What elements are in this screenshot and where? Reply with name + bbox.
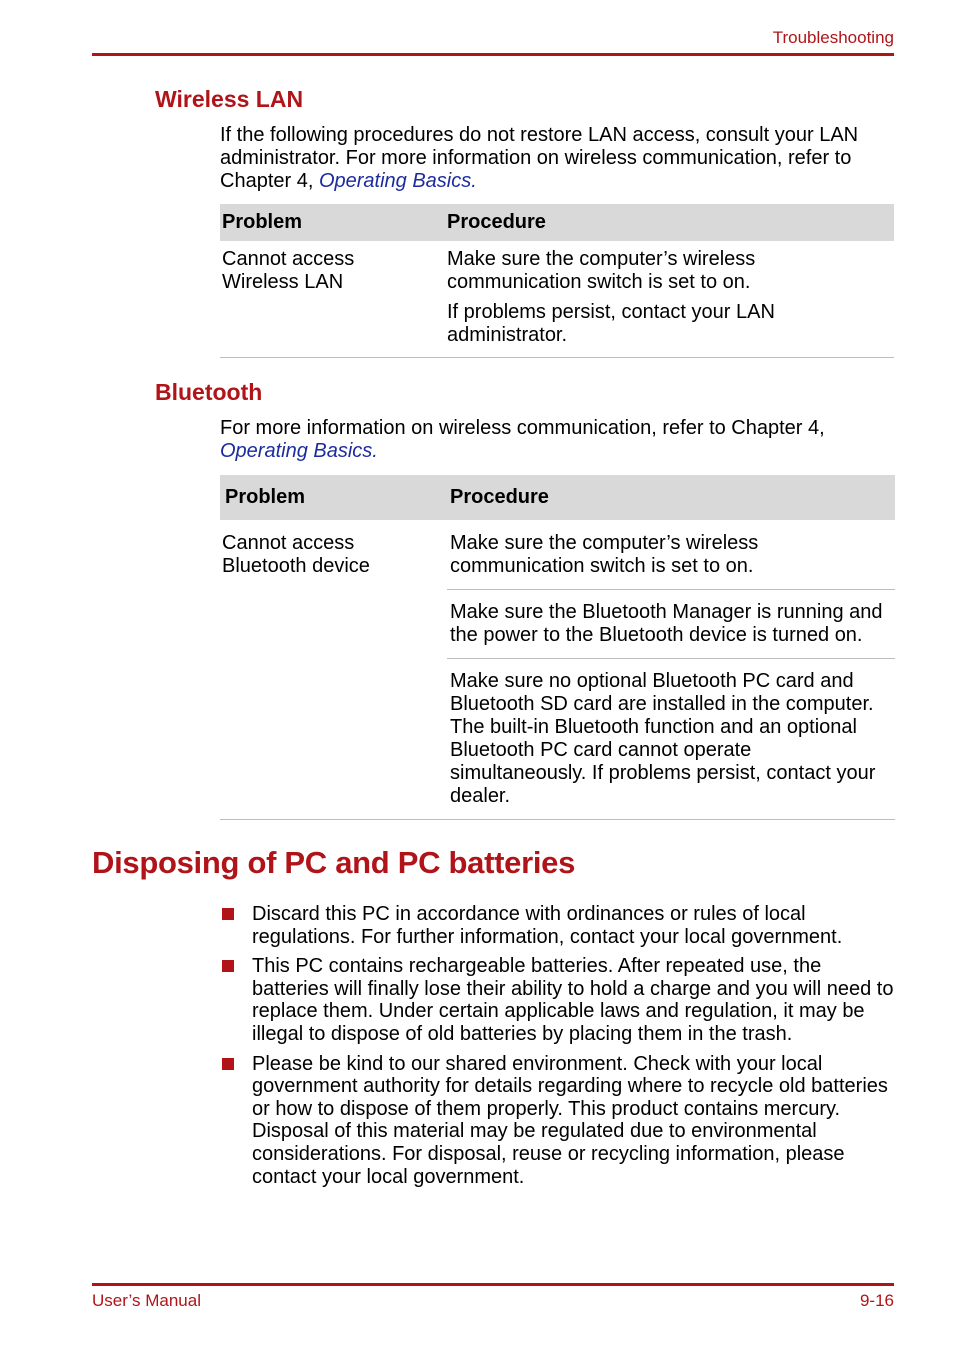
bluetooth-intro	[220, 417, 900, 463]
table-header-row	[220, 475, 895, 520]
column-header-procedure: Procedure	[444, 204, 894, 241]
column-header-procedure: Procedure	[447, 475, 895, 520]
problem-cell: Cannot access Bluetooth device	[220, 520, 447, 820]
square-bullet-icon	[222, 960, 234, 972]
procedure-step: If problems persist, contact your LAN administrator.	[447, 301, 775, 346]
header-section-title: Troubleshooting	[772, 28, 894, 47]
procedure-cell: Make sure the Bluetooth Manager is running and the power to the Bluetooth device is turned on.	[447, 590, 895, 659]
footer-rule	[92, 1283, 894, 1286]
square-bullet-icon	[222, 908, 234, 920]
bluetooth-heading: Bluetooth	[155, 379, 263, 405]
table-row	[220, 520, 895, 590]
wireless-lan-table	[220, 204, 894, 358]
square-bullet-icon	[222, 1058, 234, 1070]
problem-cell: Cannot access Wireless LAN	[222, 248, 355, 293]
list-item-text: Discard this PC in accordance with ordinances or rules of local regulations. For further information, contact your local government.	[252, 903, 843, 948]
procedure-step: Make sure the computer’s wireless communication switch is set to on.	[447, 248, 756, 293]
list-item	[220, 1053, 900, 1189]
list-item	[220, 955, 900, 1045]
wireless-lan-heading: Wireless LAN	[155, 86, 304, 112]
bluetooth-intro-text: For more information on wireless communication, refer to Chapter 4,	[220, 417, 825, 439]
list-item	[220, 903, 900, 948]
table-row	[220, 241, 894, 358]
wireless-lan-operating-basics-link[interactable]: Operating Basics.	[318, 170, 477, 192]
bluetooth-table	[220, 475, 895, 820]
disposing-heading: Disposing of PC and PC batteries	[92, 845, 576, 880]
procedure-cell: Make sure the computer’s wireless communication switch is set to on.	[447, 520, 895, 590]
wireless-lan-intro-text: If the following procedures do not restore LAN access, consult your LAN administrator. For more information on wireless communication, refer to Chapter 4,	[220, 124, 859, 192]
disposing-bullet-list	[220, 903, 900, 1195]
column-header-problem: Problem	[220, 204, 444, 241]
footer-page-number: 9-16	[859, 1291, 894, 1310]
wireless-lan-intro	[220, 124, 900, 193]
list-item-text: Please be kind to our shared environment. Check with your local government authority for details regarding where to recycle old batteries or how to dispose of them properly. This product contains mercury. Disposal of this material may be regulated due to environmental considerations. For disposal, reuse or recycling information, please contact your local government.	[252, 1052, 888, 1188]
table-header-row	[220, 204, 894, 241]
footer-manual-title: User’s Manual	[92, 1291, 201, 1310]
list-item-text: This PC contains rechargeable batteries. After repeated use, the batteries will finally lose their ability to hold a charge and you will need to replace them. Under certain applicable laws and regulation, it may be illegal to dispose of old batteries by placing them in the trash.	[252, 955, 894, 1045]
column-header-problem: Problem	[220, 475, 447, 520]
bluetooth-operating-basics-link[interactable]: Operating Basics.	[220, 440, 378, 462]
header-rule	[92, 53, 894, 56]
procedure-cell: Make sure no optional Bluetooth PC card and Bluetooth SD card are installed in the computer. The built-in Bluetooth function and an optional Bluetooth PC card cannot operate simultaneously. If problems persist, contact your dealer.	[447, 659, 895, 820]
procedure-cell	[444, 241, 894, 358]
